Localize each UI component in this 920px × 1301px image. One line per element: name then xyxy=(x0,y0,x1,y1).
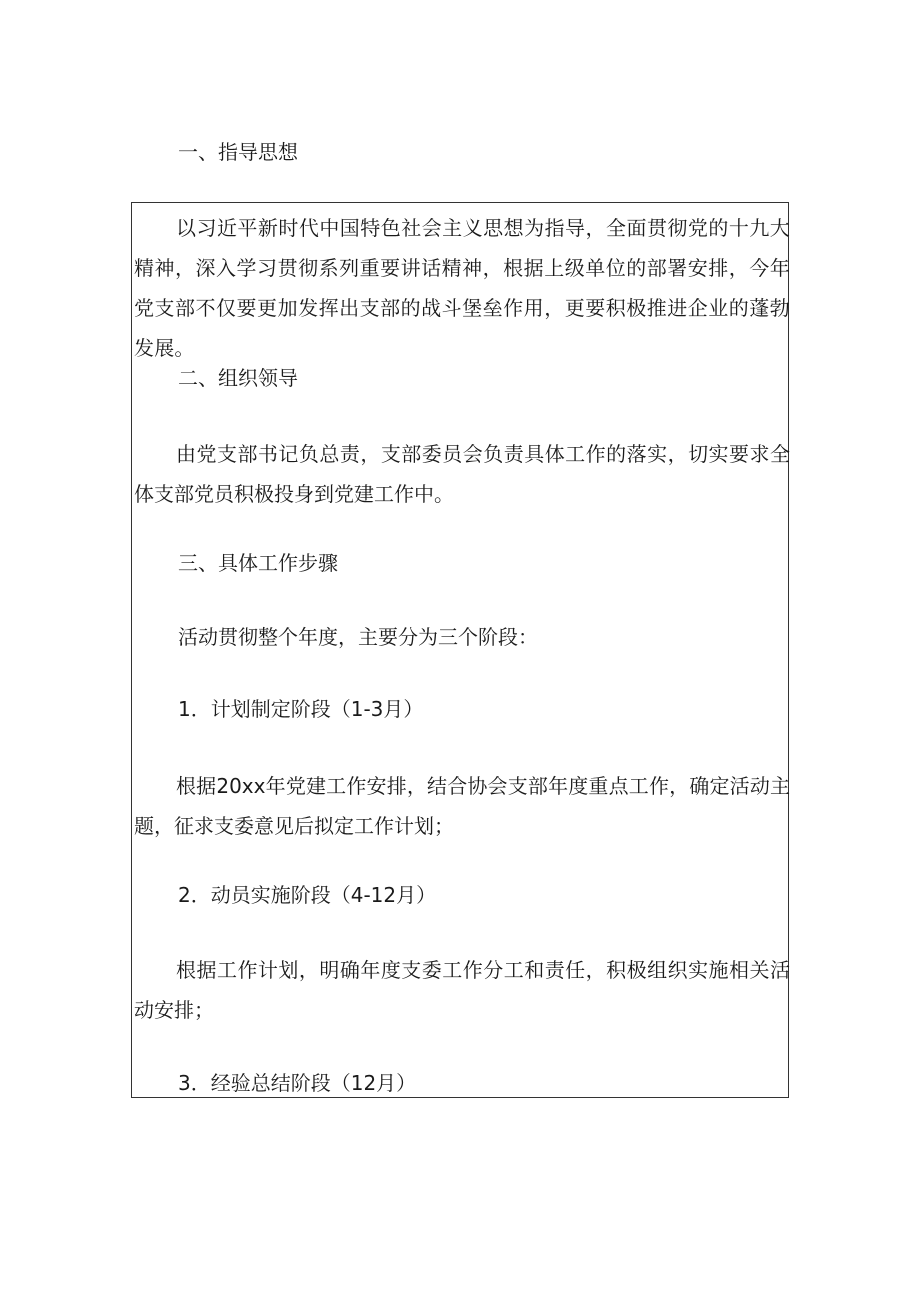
section-3-intro: 活动贯彻整个年度，主要分为三个阶段： xyxy=(178,625,538,649)
section-2-body: 由党支部书记负总责，支部委员会负责具体工作的落实，切实要求全体支部党员积极投身到党建工作中。 xyxy=(134,442,790,506)
stage-1-body: 根据20xx年党建工作安排，结合协会支部年度重点工作，确定活动主题，征求支委意见后拟定工作计划； xyxy=(134,774,790,838)
stage-3-title: 3．经验总结阶段（12月） xyxy=(178,1071,417,1095)
section-1-heading: 一、指导思想 xyxy=(178,140,298,164)
stage-1-title: 1．计划制定阶段（1-3月） xyxy=(178,697,424,721)
stage-2-body: 根据工作计划，明确年度支委工作分工和责任，积极组织实施相关活动安排； xyxy=(134,958,790,1022)
section-3-heading: 三、具体工作步骤 xyxy=(178,551,338,575)
section-2-heading: 二、组织领导 xyxy=(178,366,298,390)
stage-2-title: 2．动员实施阶段（4-12月） xyxy=(178,883,437,907)
section-1-body: 以习近平新时代中国特色社会主义思想为指导，全面贯彻党的十九大精神，深入学习贯彻系列重要讲话精神，根据上级单位的部署安排，今年党支部不仅要更加发挥出支部的战斗堡垒作用，更要积极推进企业的蓬勃发展。 xyxy=(134,216,790,360)
